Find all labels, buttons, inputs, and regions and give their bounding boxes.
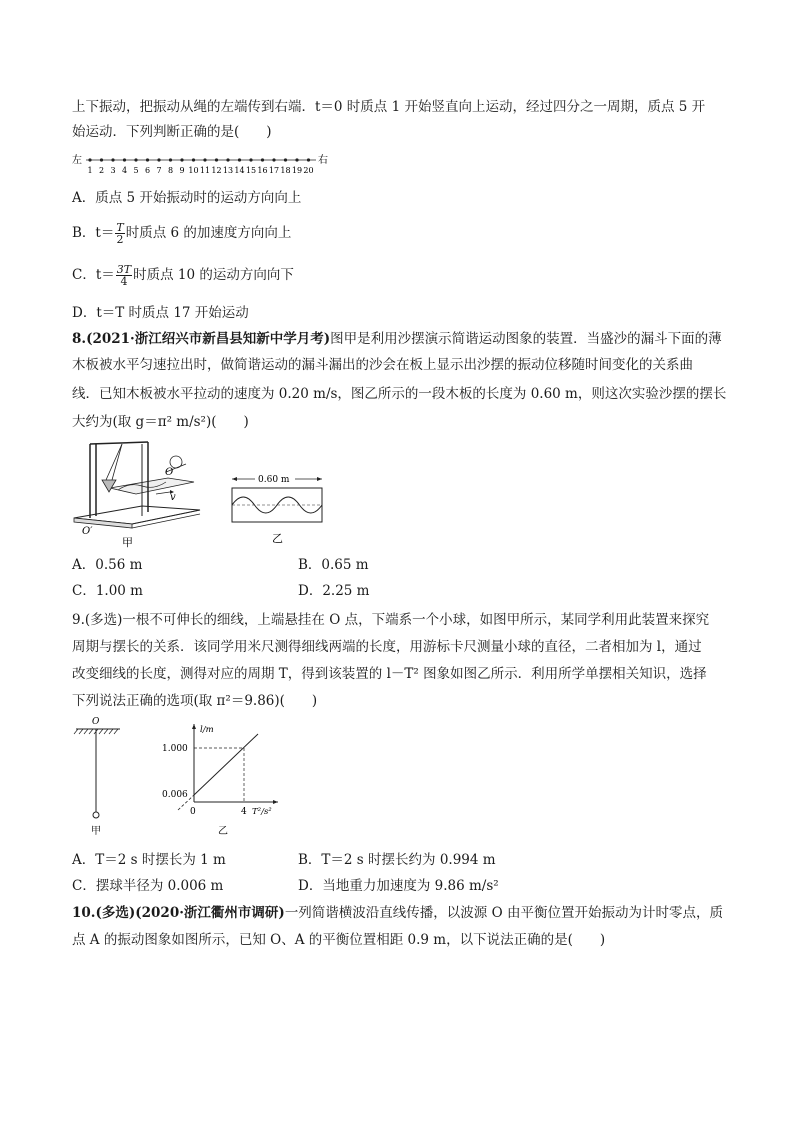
q9-origin-label: 0: [190, 807, 196, 817]
rope-point-number: 9: [179, 166, 185, 175]
rope-point-dot: [307, 158, 310, 161]
q8-text-line-3: 线．已知木板被水平拉动的速度为 0.20 m/s，图乙所示的一段木板的长度为 0.60 m，则这次实验沙摆的摆长: [72, 386, 727, 402]
rope-point-dot: [146, 158, 149, 161]
q9-l-t2-graph: [160, 720, 285, 838]
q9-text-line-4: 下列说法正确的选项(取 π²＝9.86)( ): [72, 693, 318, 709]
rope-point-number: 18: [280, 166, 291, 175]
q8-option-a: A．0.56 m: [72, 557, 143, 573]
q8-label-o: O: [165, 467, 174, 478]
q9-label-o: O: [92, 717, 100, 727]
rope-point-number: 3: [110, 166, 116, 175]
rope-point-number: 19: [291, 166, 303, 175]
q9-option-a: A．T＝2 s 时摆长为 1 m: [72, 852, 226, 868]
q9-option-d: D．当地重力加速度为 9.86 m/s²: [298, 878, 499, 894]
rope-point-number: 20: [303, 166, 314, 175]
q9-x-axis-label: T²/s²: [252, 807, 272, 817]
rope-point-number: 2: [98, 166, 105, 175]
rope-point-dot: [284, 158, 287, 161]
q8-sand-trace-figure: [228, 472, 328, 548]
q8-option-c: C．1.00 m: [72, 583, 143, 599]
q9-pendulum-figure: [70, 714, 130, 838]
rope-point-number: 15: [245, 166, 257, 175]
rope-point-dot: [88, 158, 91, 161]
rope-point-dot: [215, 158, 218, 161]
rope-point-number: 13: [222, 166, 234, 175]
q9-option-b: B．T＝2 s 时摆长约为 0.994 m: [298, 852, 496, 868]
q10-source: 10.(多选)(2020·浙江衢州市调研): [72, 905, 285, 921]
rope-point-number: 10: [188, 166, 199, 175]
q8-caption-yi: 乙: [272, 532, 283, 545]
q9-caption-jia: 甲: [91, 826, 101, 837]
q8-label-v: v: [170, 492, 176, 503]
rope-point-dot: [134, 158, 137, 161]
rope-point-number: 8: [167, 166, 174, 175]
rope-point-dot: [192, 158, 195, 161]
q8-caption-jia: 甲: [122, 536, 133, 549]
q8-option-b: B．0.65 m: [298, 557, 369, 573]
rope-point-number: 5: [133, 166, 139, 175]
rope-point-dot: [295, 158, 298, 161]
q8-source: 8.(2021·浙江绍兴市新昌县知新中学月考): [72, 331, 331, 347]
q8-text-line-1: 8.(2021·浙江绍兴市新昌县知新中学月考)图甲是利用沙摆演示简谐运动图象的装置．当盛沙的漏斗下面的薄: [72, 331, 722, 347]
rope-point-dot: [100, 158, 103, 161]
rope-point-number: 1: [87, 166, 93, 175]
rope-point-number: 14: [234, 166, 245, 175]
q8-text-line-2: 木板被水平匀速拉出时，做简谐运动的漏斗漏出的沙会在板上显示出沙摆的振动位移随时间变化的关系曲: [72, 357, 693, 373]
rope-point-dot: [157, 158, 160, 161]
q7-rope-figure: [70, 152, 340, 176]
q7-option-b: B．t＝ $\frac{T}{2}$ 时质点 6 的加速度方向向上: [72, 221, 292, 246]
q8-text-line-4: 大约为(取 g＝π² m/s²)( ): [72, 414, 249, 430]
rope-point-number: 11: [199, 166, 211, 175]
rope-point-dot: [111, 158, 114, 161]
q10-text-line-2: 点 A 的振动图象如图所示，已知 O、A 的平衡位置相距 0.9 m，以下说法正确的是( ): [72, 932, 606, 948]
rope-point-dot: [272, 158, 275, 161]
q8-option-d: D．2.25 m: [298, 583, 370, 599]
q9-text-line-2: 周期与摆长的关系．该同学用米尺测得细线两端的长度，用游标卡尺测量小球的直径，二者相加为 l，通过: [72, 639, 702, 655]
q9-option-c: C．摆球半径为 0.006 m: [72, 878, 224, 894]
rope-point-number: 7: [156, 166, 162, 175]
rope-point-number: 12: [211, 166, 222, 175]
q8-sand-pendulum-figure: [70, 438, 205, 550]
q10-text-line-1: 10.(多选)(2020·浙江衢州市调研)一列简谐横波沿直线传播，以波源 O 由平衡位置开始振动为计时零点，质: [72, 905, 723, 921]
q7-text-line-1: 上下振动，把振动从绳的左端传到右端．t＝0 时质点 1 开始竖直向上运动，经过四分之一周期，质点 5 开: [72, 99, 706, 115]
q8-label-o-prime: O′: [82, 526, 93, 537]
rope-point-number: 16: [257, 166, 268, 175]
rope-point-dot: [238, 158, 241, 161]
rope-point-dot: [249, 158, 252, 161]
q9-y-tick-0006: 0.006: [162, 790, 188, 800]
rope-point-dot: [261, 158, 264, 161]
q9-text-line-3: 改变细线的长度，测得对应的周期 T，得到该装置的 l－T² 图象如图乙所示．利用所学单摆相关知识，选择: [72, 666, 707, 682]
q7-option-d: D．t＝T 时质点 17 开始运动: [72, 305, 249, 321]
q8-length-label: 0.60 m: [258, 475, 290, 485]
q7-left-label: 左: [72, 155, 82, 166]
q7-option-c: C．t＝ $\frac{3T}{4}$ 时质点 10 的运动方向向下: [72, 263, 294, 288]
q9-text-line-1: 9.(多选)一根不可伸长的细线，上端悬挂在 O 点，下端系一个小球，如图甲所示，某同学利用此装置来探究: [72, 612, 710, 628]
rope-point-number: 4: [121, 166, 128, 175]
q7-option-a: A．质点 5 开始振动时的运动方向向上: [72, 190, 302, 206]
q7-right-label: 右: [318, 155, 328, 166]
rope-point-dot: [169, 158, 172, 161]
rope-point-dot: [226, 158, 229, 161]
q9-x-tick-4: 4: [241, 807, 247, 817]
rope-point-dot: [123, 158, 126, 161]
rope-point-dot: [180, 158, 183, 161]
q7-text-line-2: 始运动．下列判断正确的是( ): [72, 124, 272, 140]
q9-y-axis-label: l/m: [200, 725, 214, 735]
rope-point-dot: [203, 158, 206, 161]
q9-y-tick-1000: 1.000: [162, 744, 188, 754]
q9-caption-yi: 乙: [218, 826, 228, 837]
rope-point-number: 17: [268, 166, 280, 175]
rope-point-number: 6: [144, 166, 151, 175]
